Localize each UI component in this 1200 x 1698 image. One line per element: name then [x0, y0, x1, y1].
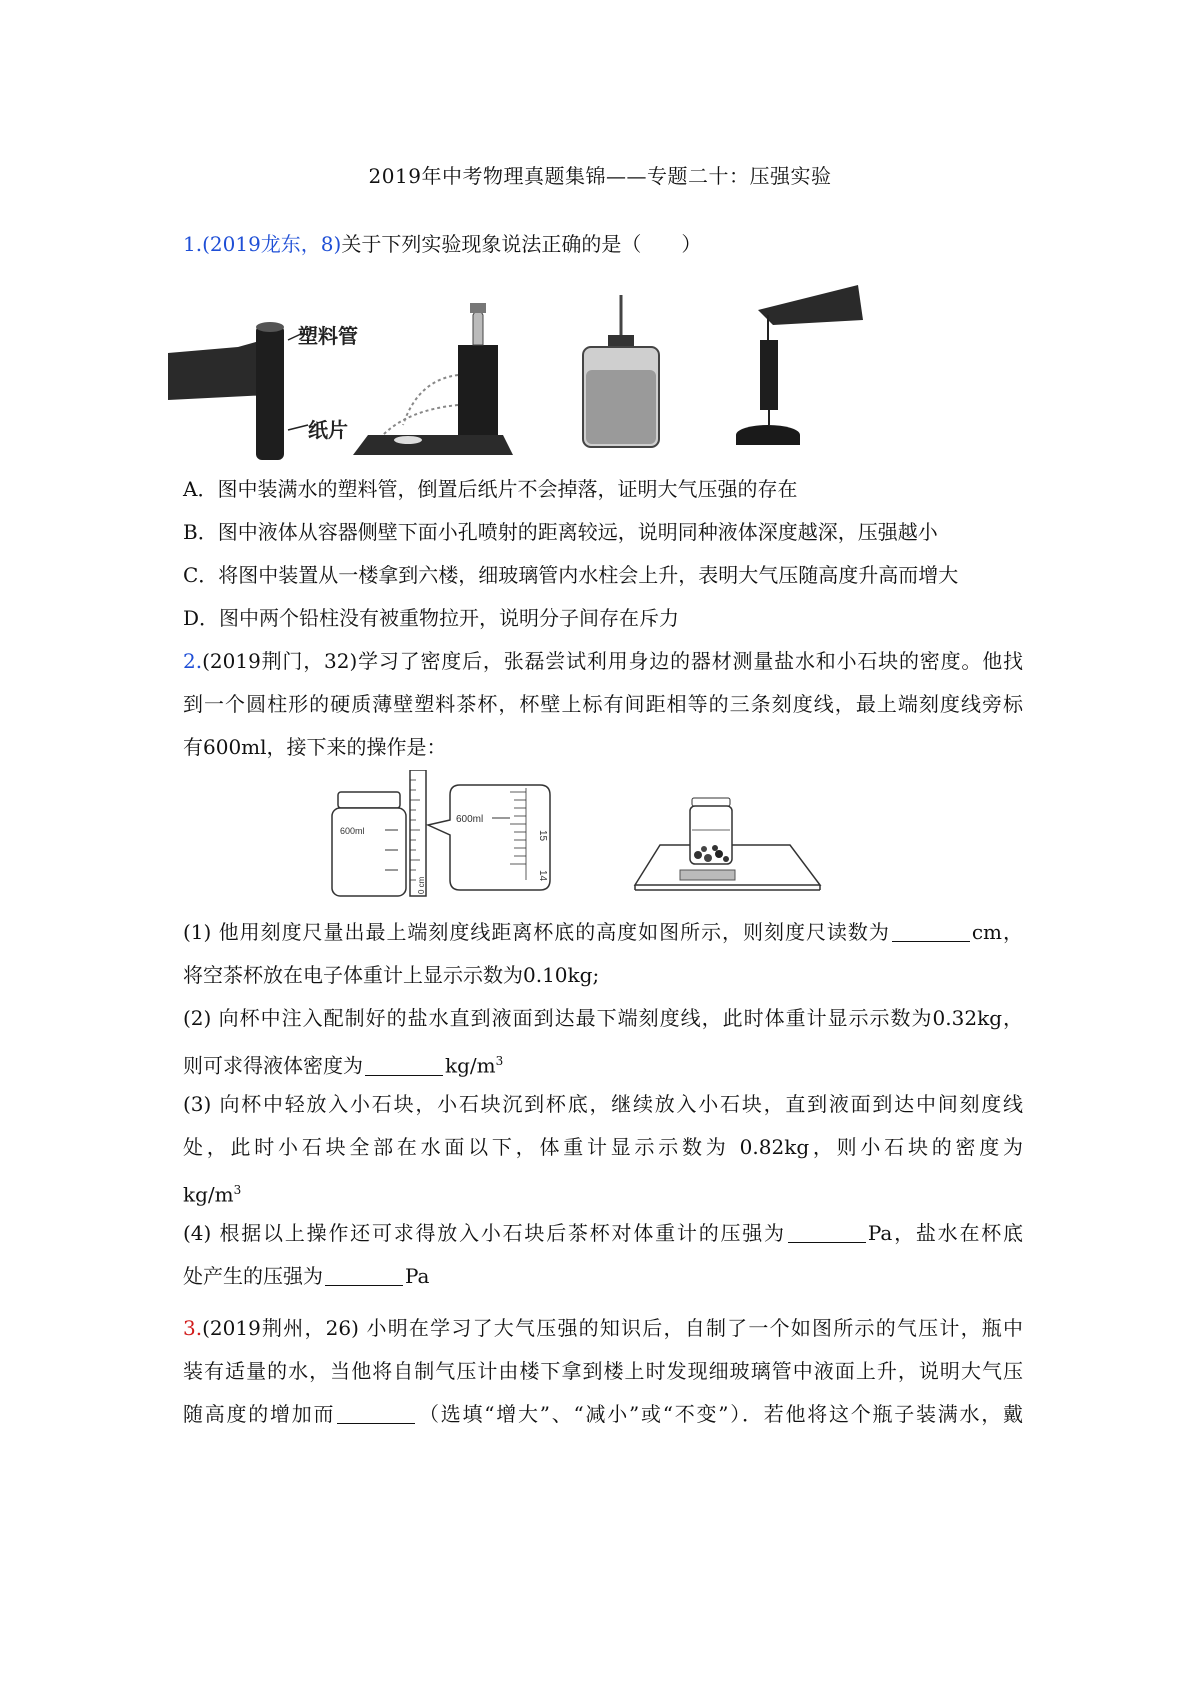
- q2-fig-cup-ruler: [332, 770, 550, 896]
- q2-part4-unit-2: Pa: [405, 1264, 430, 1288]
- q1-stem: [183, 230, 1023, 258]
- q2-part3-unit: kg/m: [183, 1182, 234, 1207]
- q2-part4-text: (4) 根据以上操作还可求得放入小石块后茶杯对体重计的压强为: [183, 1221, 786, 1245]
- q1-fig-lead-cylinders: [736, 285, 863, 445]
- q2-intro-line-1: [183, 647, 1023, 675]
- q2-intro-line-2: 到一个圆柱形的硬质薄壁塑料茶杯，杯壁上标有间距相等的三条刻度线，最上端刻度线旁标: [183, 692, 1023, 716]
- q2-intro-line-3: 有600ml，接下来的操作是：: [183, 735, 447, 759]
- q2-fig-ruler-zero: 0 cm: [417, 876, 426, 894]
- q1-option-c: C．将图中装置从一楼拿到六楼，细玻璃管内水柱会上升，表明大气压随高度升高而增大: [183, 563, 959, 587]
- q2-part3-line-1: (3) 向杯中轻放入小石块，小石块沉到杯底，继续放入小石块，直到液面到达中间刻度线: [183, 1092, 1023, 1116]
- q2-part1-line-2: 将空茶杯放在电子体重计上显示示数为0.10kg;: [183, 963, 600, 987]
- q1-fig-jar-barometer: [583, 295, 659, 447]
- q2-number: 2.: [183, 649, 203, 673]
- q3-line-2: 装有适量的水，当他将自制气压计由楼下拿到楼上时发现细玻璃管中液面上升，说明大气压: [183, 1359, 1023, 1383]
- q1-fig-label-paper: 纸片: [308, 420, 348, 442]
- q2-part4-blank-2[interactable]: [325, 1265, 403, 1286]
- q3-number: 3.: [183, 1316, 203, 1340]
- q3-line-3: [183, 1400, 1023, 1428]
- q2-part4-text-2: 处产生的压强为: [183, 1264, 323, 1288]
- q3-text-1: (2019荆州，26) 小明在学习了大气压强的知识后，自制了一个如图所示的气压计，瓶中: [202, 1316, 1023, 1340]
- q2-part1-line-1: [183, 918, 1023, 946]
- q2-part4-line-2: [183, 1262, 1023, 1290]
- q2-figure: [330, 770, 890, 905]
- q2-part4-blank-1[interactable]: [788, 1222, 866, 1243]
- q2-fig-cup-mark: 600ml: [340, 826, 365, 836]
- q3-line-1: [183, 1314, 1023, 1342]
- q2-part1-blank[interactable]: [892, 921, 970, 942]
- q1-option-a: A．图中装满水的塑料管，倒置后纸片不会掉落，证明大气压强的存在: [183, 477, 798, 501]
- q2-part3-unit-sup: 3: [233, 1183, 242, 1197]
- q2-part2-text: 则可求得液体密度为: [183, 1053, 363, 1078]
- q2-part2-blank[interactable]: [365, 1055, 443, 1076]
- q3-text-3: 随高度的增加而: [183, 1402, 336, 1426]
- q2-part2-line-1: (2) 向杯中注入配制好的盐水直到液面到达最下端刻度线，此时体重计显示示数为0.32kg，: [183, 1006, 1023, 1030]
- q1-source: (2019龙东，8): [202, 232, 342, 256]
- q2-fig-tick-14: 14: [537, 870, 548, 882]
- q1-number: 1.: [183, 232, 203, 256]
- q2-fig-scale-with-stones: [635, 798, 820, 890]
- q3-blank[interactable]: [337, 1403, 415, 1424]
- q1-fig-bottle-holes: [353, 303, 513, 455]
- q3-text-3-post: （选填“增大”、“减小”或“不变”）．若他将这个瓶子装满水，戴: [417, 1402, 1023, 1426]
- q2-fig-zoom-mark: 600ml: [456, 814, 484, 825]
- q1-stem-text: 关于下列实验现象说法正确的是（ ）: [341, 232, 702, 256]
- page-title: 2019年中考物理真题集锦——专题二十：压强实验: [368, 164, 832, 188]
- q2-part2-line-2: [183, 1047, 1023, 1080]
- q2-part1-unit: cm，: [971, 920, 1024, 944]
- q2-part3-line-2: 处，此时小石块全部在水面以下，体重计显示示数为 0.82kg，则小石块的密度为: [183, 1135, 1023, 1159]
- q1-option-d: D．图中两个铅柱没有被重物拉开，说明分子间存在斥力: [183, 606, 680, 630]
- q1-fig-label-tube: 塑料管: [298, 326, 358, 348]
- q1-option-b: B．图中液体从容器侧壁下面小孔喷射的距离较远，说明同种液体深度越深，压强越小: [183, 520, 938, 544]
- q2-intro-text-1: (2019荆门，32)学习了密度后，张磊尝试利用身边的器材测量盐水和小石块的密度。他找: [202, 649, 1023, 673]
- q2-part4-text-post: Pa，盐水在杯底: [867, 1221, 1024, 1245]
- q2-part2-unit-sup: 3: [495, 1054, 504, 1068]
- q1-fig-inverted-tube: [168, 322, 358, 460]
- q2-part1-text: (1) 他用刻度尺量出最上端刻度线距离杯底的高度如图所示，则刻度尺读数为: [183, 920, 890, 944]
- q2-part3-line-3: [183, 1176, 1023, 1209]
- q2-part2-unit: kg/m: [445, 1053, 496, 1078]
- q2-fig-tick-15: 15: [537, 830, 548, 842]
- q2-part4-line-1: [183, 1219, 1023, 1247]
- q1-figure-strip: [168, 285, 968, 470]
